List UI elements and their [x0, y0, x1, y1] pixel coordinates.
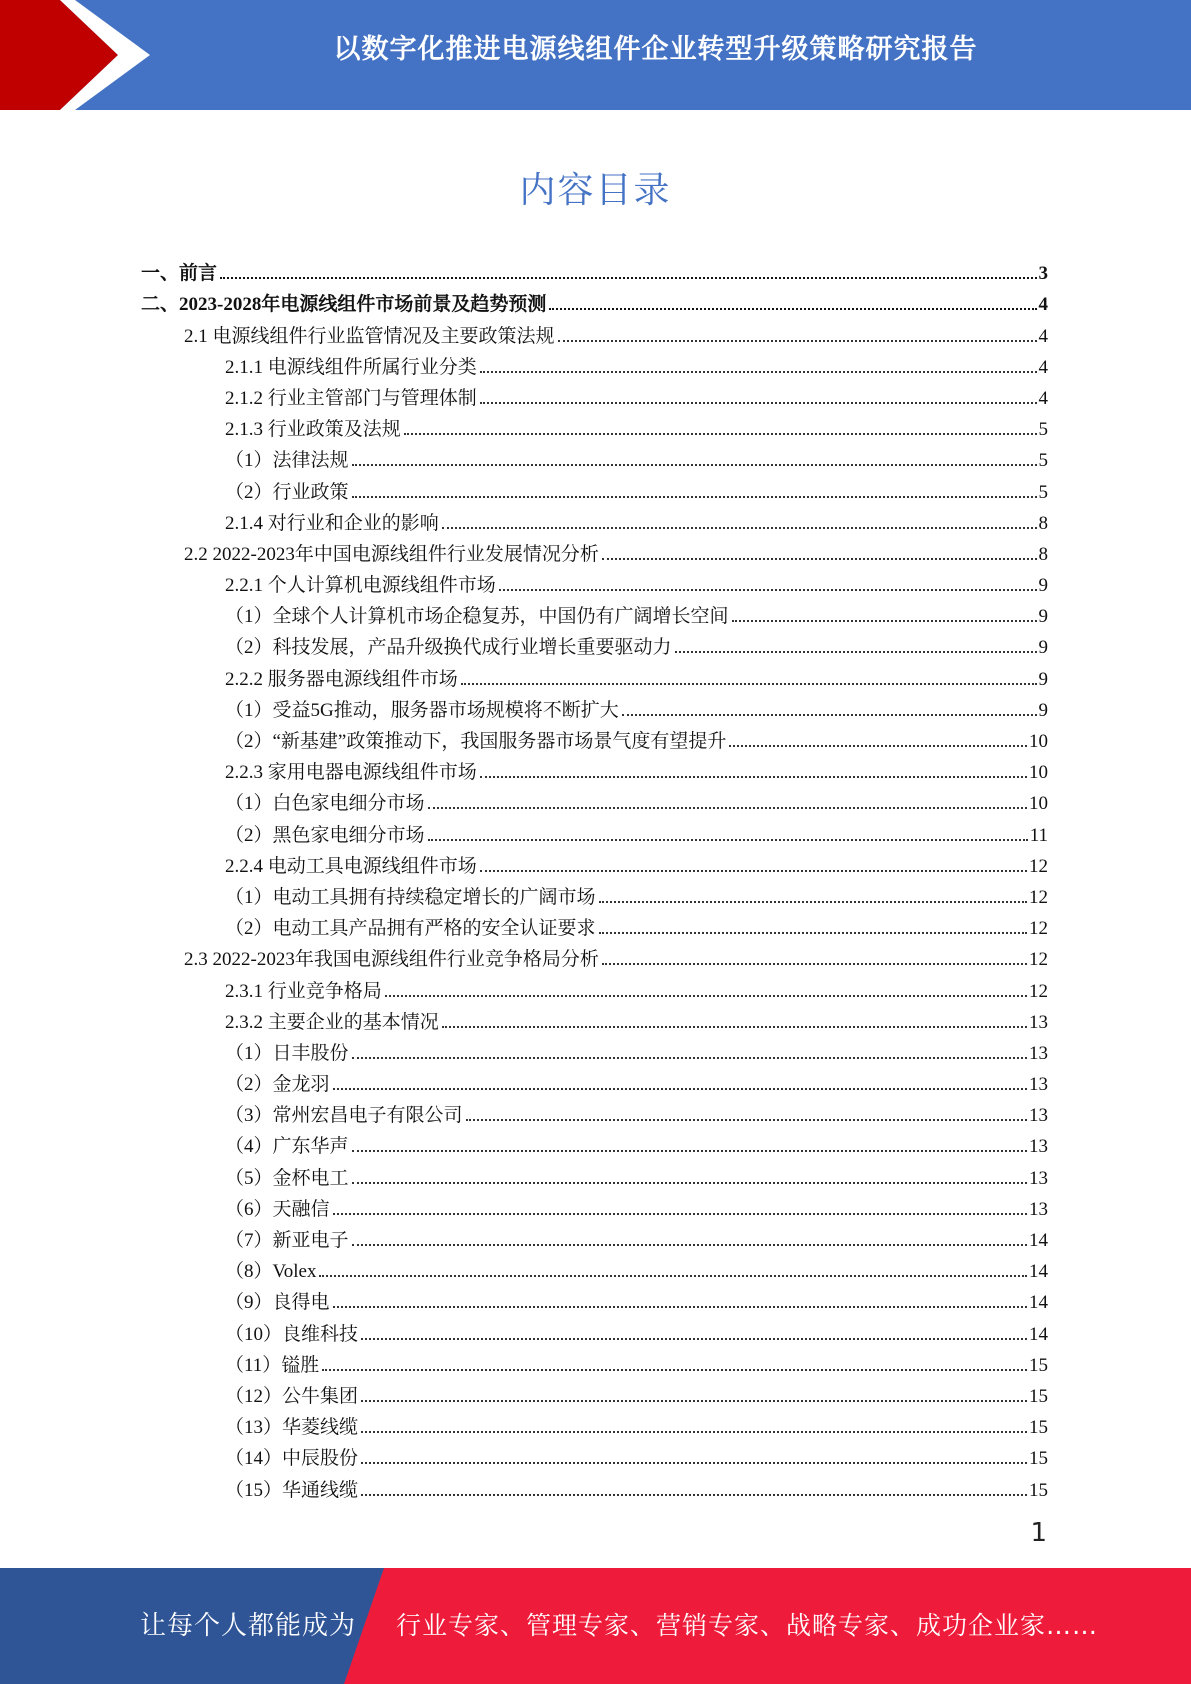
toc-entry-label: （2）电动工具产品拥有严格的安全认证要求: [225, 918, 596, 940]
toc-entry-page: 13: [1029, 1074, 1048, 1096]
toc-entry[interactable]: [141, 1003, 1048, 1034]
toc-entry-label: （14）中辰股份: [225, 1448, 359, 1470]
toc-dot-leader: [333, 1088, 1027, 1090]
toc-entry-page: 8: [1038, 512, 1048, 534]
toc-entry-label: （2）科技发展，产品升级换代成行业增长重要驱动力: [225, 637, 672, 659]
toc-entry-label: 二、2023-2028年电源线组件市场前景及趋势预测: [141, 294, 547, 316]
toc-entry[interactable]: [141, 909, 1048, 940]
toc-entry-label: （1）受益5G推动，服务器市场规模将不断扩大: [225, 699, 619, 721]
toc-entry-label: 2.3.2 主要企业的基本情况: [225, 1011, 439, 1033]
toc-entry-label: （13）华菱线缆: [225, 1417, 359, 1439]
toc-entry[interactable]: [141, 628, 1048, 659]
toc-dot-leader: [549, 308, 1036, 310]
toc-entry-page: 12: [1029, 855, 1048, 877]
toc-dot-leader: [480, 870, 1027, 872]
toc-entry-label: （1）日丰股份: [225, 1042, 349, 1064]
toc-entry[interactable]: [141, 753, 1048, 784]
toc-dot-leader: [220, 277, 1036, 279]
toc-dot-leader: [480, 402, 1037, 404]
toc-entry-label: 2.1 电源线组件行业监管情况及主要政策法规: [184, 325, 555, 347]
toc-entry-page: 4: [1038, 387, 1048, 409]
toc-entry-page: 15: [1029, 1417, 1048, 1439]
toc-dot-leader: [428, 807, 1027, 809]
footer-slogan-left: 让每个人都能成为: [140, 1611, 357, 1641]
toc-dot-leader: [428, 839, 1028, 841]
toc-entry-label: 2.1.4 对行业和企业的影响: [225, 512, 439, 534]
toc-dot-leader: [333, 1306, 1027, 1308]
page-header: [0, 0, 1191, 110]
footer-slogan-right: 行业专家、管理专家、营销专家、战略专家、成功企业家……: [396, 1611, 1099, 1640]
toc-entry-page: 3: [1038, 263, 1048, 285]
toc-entry-page: 5: [1038, 419, 1048, 441]
toc-entry-page: 12: [1029, 980, 1048, 1002]
page-footer: [0, 1568, 1191, 1684]
toc-dot-leader: [602, 963, 1027, 965]
toc-entry-page: 14: [1029, 1323, 1048, 1345]
report-title: [200, 0, 1191, 100]
toc-entry[interactable]: [141, 504, 1048, 535]
toc-entry[interactable]: [141, 1408, 1048, 1439]
toc-entry-page: 9: [1038, 699, 1048, 721]
toc-dot-leader: [461, 683, 1037, 685]
toc-entry-label: （2）黑色家电细分市场: [225, 824, 425, 846]
toc-entry[interactable]: [141, 691, 1048, 722]
toc-entry-page: 9: [1038, 668, 1048, 690]
toc-entry-page: 13: [1029, 1042, 1048, 1064]
toc-entry-label: 2.2.1 个人计算机电源线组件市场: [225, 575, 496, 597]
toc-entry-page: 4: [1038, 356, 1048, 378]
chevron-arrow-icon: [0, 0, 160, 110]
toc-dot-leader: [622, 714, 1037, 716]
toc-entry-label: （8）Volex: [225, 1261, 317, 1283]
toc-dot-leader: [361, 1494, 1027, 1496]
toc-entry[interactable]: [141, 815, 1048, 846]
toc-entry[interactable]: [141, 1034, 1048, 1065]
toc-dot-leader: [466, 1119, 1027, 1121]
toc-entry-label: （12）公牛集团: [225, 1385, 359, 1407]
toc-dot-leader: [333, 1213, 1027, 1215]
toc-entry-page: 4: [1038, 294, 1048, 316]
toc-entry-label: （2）“新基建”政策推动下，我国服务器市场景气度有望提升: [225, 731, 727, 752]
toc-entry-page: 14: [1029, 1261, 1048, 1283]
toc-entry[interactable]: [141, 441, 1048, 472]
toc-entry[interactable]: [141, 472, 1048, 503]
toc-dot-leader: [442, 527, 1037, 529]
toc-entry-label: 2.1.2 行业主管部门与管理体制: [225, 387, 477, 409]
toc-dot-leader: [558, 340, 1037, 342]
toc-dot-leader: [442, 1026, 1027, 1028]
toc-entry-page: 5: [1038, 450, 1048, 472]
toc-entry-page: 15: [1029, 1448, 1048, 1470]
toc-entry[interactable]: [141, 1221, 1048, 1252]
toc-entry-label: 2.2 2022-2023年中国电源线组件行业发展情况分析: [184, 543, 599, 565]
toc-entry[interactable]: [141, 348, 1048, 379]
toc-entry-label: （6）天融信: [225, 1198, 330, 1220]
toc-dot-leader: [602, 558, 1037, 560]
toc-entry[interactable]: [141, 722, 1048, 753]
toc-entry-page: 12: [1029, 949, 1048, 971]
toc-dot-leader: [385, 995, 1027, 997]
toc-entry-page: 13: [1029, 1167, 1048, 1189]
toc-entry[interactable]: [141, 878, 1048, 909]
toc-entry-label: （10）良维科技: [225, 1323, 359, 1345]
toc-dot-leader: [352, 1057, 1027, 1059]
toc-dot-leader: [361, 1462, 1027, 1464]
toc-entry[interactable]: [141, 1439, 1048, 1470]
toc-entry-label: （4）广东华声: [225, 1136, 349, 1158]
toc-entry[interactable]: [141, 597, 1048, 628]
toc-dot-leader: [361, 1431, 1027, 1433]
toc-entry-label: （1）电动工具拥有持续稳定增长的广阔市场: [225, 886, 596, 908]
toc-dot-leader: [361, 1338, 1027, 1340]
toc-entry[interactable]: [141, 285, 1048, 316]
toc-entry[interactable]: [141, 1096, 1048, 1127]
toc-entry-page: 13: [1029, 1105, 1048, 1127]
toc-entry[interactable]: [141, 1283, 1048, 1314]
toc-entry[interactable]: [141, 1346, 1048, 1377]
toc-entry-page: 10: [1029, 762, 1048, 784]
toc-dot-leader: [361, 1400, 1027, 1402]
toc-entry[interactable]: [141, 1377, 1048, 1408]
toc-entry[interactable]: [141, 1314, 1048, 1345]
page-number: 1: [1030, 1518, 1047, 1548]
toc-dot-leader: [499, 589, 1037, 591]
toc-entry-label: 2.2.3 家用电器电源线组件市场: [225, 762, 477, 784]
toc-entry-page: 9: [1038, 575, 1048, 597]
toc-entry[interactable]: [141, 1252, 1048, 1283]
toc-entry-label: （2）金龙羽: [225, 1074, 330, 1096]
toc-entry[interactable]: [141, 1190, 1048, 1221]
toc-entry-label: （11）镒胜: [225, 1354, 320, 1376]
toc-entry-page: 12: [1029, 918, 1048, 940]
toc-entry-page: 10: [1029, 793, 1048, 815]
toc-entry-page: 12: [1029, 886, 1048, 908]
toc-entry[interactable]: [141, 784, 1048, 815]
toc-dot-leader: [352, 496, 1037, 498]
toc-entry[interactable]: [141, 316, 1048, 347]
toc-dot-leader: [352, 464, 1037, 466]
toc-entry[interactable]: [141, 1127, 1048, 1158]
toc-entry-label: 2.1.3 行业政策及法规: [225, 419, 401, 441]
toc-dot-leader: [480, 371, 1037, 373]
toc-dot-leader: [319, 1275, 1027, 1277]
toc-entry-page: 13: [1029, 1011, 1048, 1033]
toc-entry-page: 13: [1029, 1136, 1048, 1158]
toc-entry-page: 10: [1029, 731, 1048, 752]
toc-entry[interactable]: [141, 971, 1048, 1002]
toc-entry[interactable]: [141, 254, 1048, 285]
toc-dot-leader: [480, 776, 1027, 778]
toc-entry-label: （2）行业政策: [225, 481, 349, 503]
toc-entry[interactable]: [141, 535, 1048, 566]
toc-entry[interactable]: [141, 659, 1048, 690]
toc-entry[interactable]: [141, 566, 1048, 597]
toc-entry-page: 4: [1038, 325, 1048, 347]
toc-entry-page: 8: [1038, 543, 1048, 565]
toc-dot-leader: [732, 620, 1037, 622]
toc-entry-label: （15）华通线缆: [225, 1479, 359, 1501]
toc-dot-leader: [599, 901, 1027, 903]
toc-entry-label: 2.2.4 电动工具电源线组件市场: [225, 855, 477, 877]
toc-entry-label: （9）良得电: [225, 1292, 330, 1314]
toc-entry-label: 2.1.1 电源线组件所属行业分类: [225, 356, 477, 378]
toc-dot-leader: [352, 1182, 1027, 1184]
toc-entry-label: 2.2.2 服务器电源线组件市场: [225, 668, 458, 690]
toc-entry[interactable]: [141, 847, 1048, 878]
toc-heading: 内容目录: [519, 170, 672, 211]
toc-entry-label: 一、前言: [141, 263, 218, 285]
toc-entry-page: 15: [1029, 1385, 1048, 1407]
toc-dot-leader: [322, 1369, 1027, 1371]
toc-entry[interactable]: [141, 410, 1048, 441]
toc-entry-page: 9: [1038, 637, 1048, 659]
toc-entry-page: 11: [1029, 824, 1048, 846]
toc-entry-page: 15: [1029, 1479, 1048, 1501]
toc-entry-label: 2.3.1 行业竞争格局: [225, 980, 382, 1002]
toc-entry-label: 2.3 2022-2023年我国电源线组件行业竞争格局分析: [184, 949, 599, 971]
toc-dot-leader: [729, 745, 1027, 747]
toc-entry-label: （1）白色家电细分市场: [225, 793, 425, 815]
toc-entry[interactable]: [141, 1065, 1048, 1096]
toc-entry-page: 5: [1038, 481, 1048, 503]
toc-entry-label: （7）新亚电子: [225, 1230, 349, 1251]
toc-entry[interactable]: [141, 1470, 1048, 1501]
toc-entry-page: 14: [1029, 1292, 1048, 1314]
toc-dot-leader: [599, 932, 1027, 934]
toc-entry-label: （1）法律法规: [225, 450, 349, 472]
table-of-contents: [141, 254, 1048, 1502]
toc-dot-leader: [675, 651, 1037, 653]
toc-entry[interactable]: [141, 1158, 1048, 1189]
toc-entry-label: （5）金杯电工: [225, 1167, 349, 1189]
toc-entry-page: 14: [1029, 1230, 1048, 1251]
toc-entry-page: 13: [1029, 1198, 1048, 1220]
toc-entry[interactable]: [141, 379, 1048, 410]
toc-entry-page: 9: [1038, 606, 1048, 628]
report-title-text: 以数字化推进电源线组件企业转型升级策略研究报告: [333, 34, 978, 65]
toc-entry-page: 15: [1029, 1354, 1048, 1376]
toc-dot-leader: [352, 1244, 1027, 1246]
toc-entry-label: （1）全球个人计算机市场企稳复苏，中国仍有广阔增长空间: [225, 606, 729, 628]
toc-entry-label: （3）常州宏昌电子有限公司: [225, 1105, 463, 1127]
toc-dot-leader: [404, 433, 1037, 435]
toc-entry[interactable]: [141, 940, 1048, 971]
toc-dot-leader: [352, 1150, 1027, 1152]
